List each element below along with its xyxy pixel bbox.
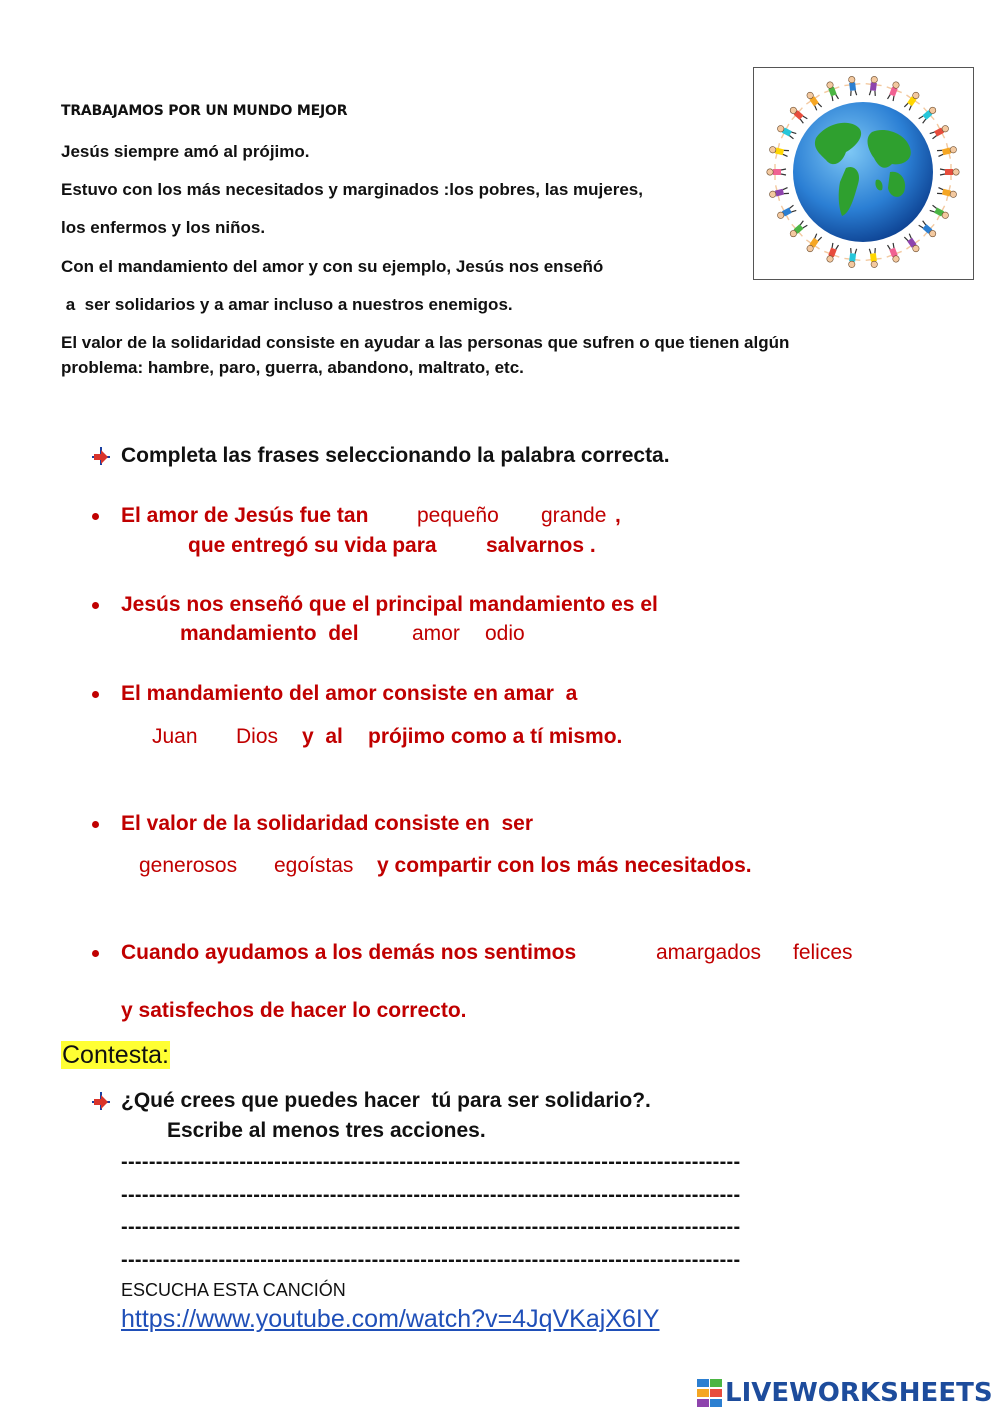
child-figure	[843, 76, 861, 97]
song-label: ESCUCHA ESTA CANCIÓN	[121, 1280, 346, 1300]
footer-brand: LIVEWORKSHEETS	[725, 1378, 993, 1408]
q2-text-b: mandamiento del	[180, 622, 359, 645]
q3-option-dios[interactable]: Dios	[236, 725, 279, 748]
answer-line-3[interactable]: -----------------------------------------------------------------------------------------	[121, 1216, 741, 1238]
q1-option-grande[interactable]: grande	[541, 504, 607, 527]
child-figure	[768, 183, 790, 203]
bullet-dot	[92, 602, 99, 609]
child-figure	[883, 79, 905, 103]
arrow-bullet-icon	[90, 445, 112, 467]
child-figure	[915, 102, 940, 127]
q2-option-amor[interactable]: amor	[412, 622, 460, 645]
child-figure	[821, 241, 843, 265]
answer-question-b: Escribe al menos tres acciones.	[167, 1119, 486, 1142]
q5-text-a: Cuando ayudamos a los demás nos sentimos	[121, 941, 577, 964]
child-figure	[786, 102, 811, 127]
child-figure	[927, 201, 951, 224]
q1-comma: ,	[615, 504, 621, 527]
q1-option-pequeno[interactable]: pequeño	[417, 504, 499, 527]
child-figure	[774, 201, 798, 224]
q1-text-a: El amor de Jesús fue tan	[121, 504, 369, 527]
q1-text-b: que entregó su vida para	[188, 534, 437, 557]
child-figure	[864, 248, 882, 269]
footer-logo[interactable]	[697, 1376, 993, 1410]
q3-option-juan[interactable]: Juan	[152, 725, 198, 748]
bullet-dot	[92, 691, 99, 698]
q5-option-felices[interactable]: felices	[793, 941, 853, 964]
child-figure	[802, 88, 826, 113]
q5-option-amargados[interactable]: amargados	[656, 941, 762, 964]
child-figure	[786, 217, 811, 242]
liveworksheets-logo-icon	[697, 1379, 723, 1407]
child-figure	[883, 241, 905, 265]
answer-question-a: ¿Qué crees que puedes hacer tú para ser solidario?.	[121, 1089, 651, 1112]
intro-line-7: problema: hambre, paro, guerra, abandono, maltrato, etc.	[61, 358, 524, 377]
answer-heading-text: Contesta:	[62, 1041, 170, 1069]
page-title: TRABAJAMOS POR UN MUNDO MEJOR	[61, 103, 348, 119]
q3-text-a: El mandamiento del amor consiste en amar a	[121, 682, 578, 705]
intro-line-3: los enfermos y los niños.	[61, 218, 266, 237]
child-figure	[936, 183, 958, 203]
intro-line-6: El valor de la solidaridad consiste en ayudar a las personas que sufren o que tienen algún	[61, 333, 790, 352]
q2-option-odio[interactable]: odio	[485, 622, 525, 645]
bullet-dot	[92, 950, 99, 957]
child-figure	[768, 141, 790, 161]
q3-text-b: y al	[302, 725, 343, 748]
answer-line-1[interactable]: -----------------------------------------------------------------------------------------	[121, 1151, 741, 1173]
intro-line-1: Jesús siempre amó al prójimo.	[61, 142, 310, 161]
intro-line-5: a ser solidarios y a amar incluso a nuestros enemigos.	[61, 295, 513, 314]
q4-option-generosos[interactable]: generosos	[139, 854, 238, 877]
child-figure	[940, 164, 959, 180]
child-figure	[864, 76, 882, 97]
exercise-instruction: Completa las frases seleccionando la palabra correcta.	[121, 444, 670, 467]
bullet-dot	[92, 513, 99, 520]
answer-line-2[interactable]: -----------------------------------------------------------------------------------------	[121, 1184, 741, 1206]
child-figure	[900, 88, 924, 113]
answer-heading	[61, 1041, 170, 1070]
arrow-bullet-icon	[90, 1090, 112, 1112]
intro-line-2: Estuvo con los más necesitados y marginados :los pobres, las mujeres,	[61, 180, 643, 199]
bullet-dot	[92, 821, 99, 828]
earth-children-circle-icon	[754, 68, 973, 279]
child-figure	[821, 79, 843, 103]
q4-text-a: El valor de la solidaridad consiste en ser	[121, 812, 533, 835]
q2-text-a: Jesús nos enseñó que el principal mandamiento es el	[121, 593, 658, 616]
child-figure	[927, 120, 951, 143]
child-figure	[936, 141, 958, 161]
child-figure	[802, 231, 826, 256]
earth-illustration	[753, 67, 974, 280]
child-figure	[843, 248, 861, 269]
q5-text-b: y satisfechos de hacer lo correcto.	[121, 999, 467, 1022]
child-figure	[900, 231, 924, 256]
q3-text-c: prójimo como a tí mismo.	[368, 725, 623, 748]
answer-line-4[interactable]: -----------------------------------------------------------------------------------------	[121, 1249, 741, 1271]
q4-option-egoistas[interactable]: egoístas	[274, 854, 354, 877]
intro-line-4: Con el mandamiento del amor y con su ejemplo, Jesús nos enseñó	[61, 257, 604, 276]
child-figure	[915, 217, 940, 242]
q4-text-b: y compartir con los más necesitados.	[377, 854, 752, 877]
q1-text-c: salvarnos .	[486, 534, 596, 557]
child-figure	[767, 164, 786, 180]
song-link[interactable]: https://www.youtube.com/watch?v=4JqVKajX6IY	[121, 1305, 660, 1333]
child-figure	[774, 120, 798, 143]
